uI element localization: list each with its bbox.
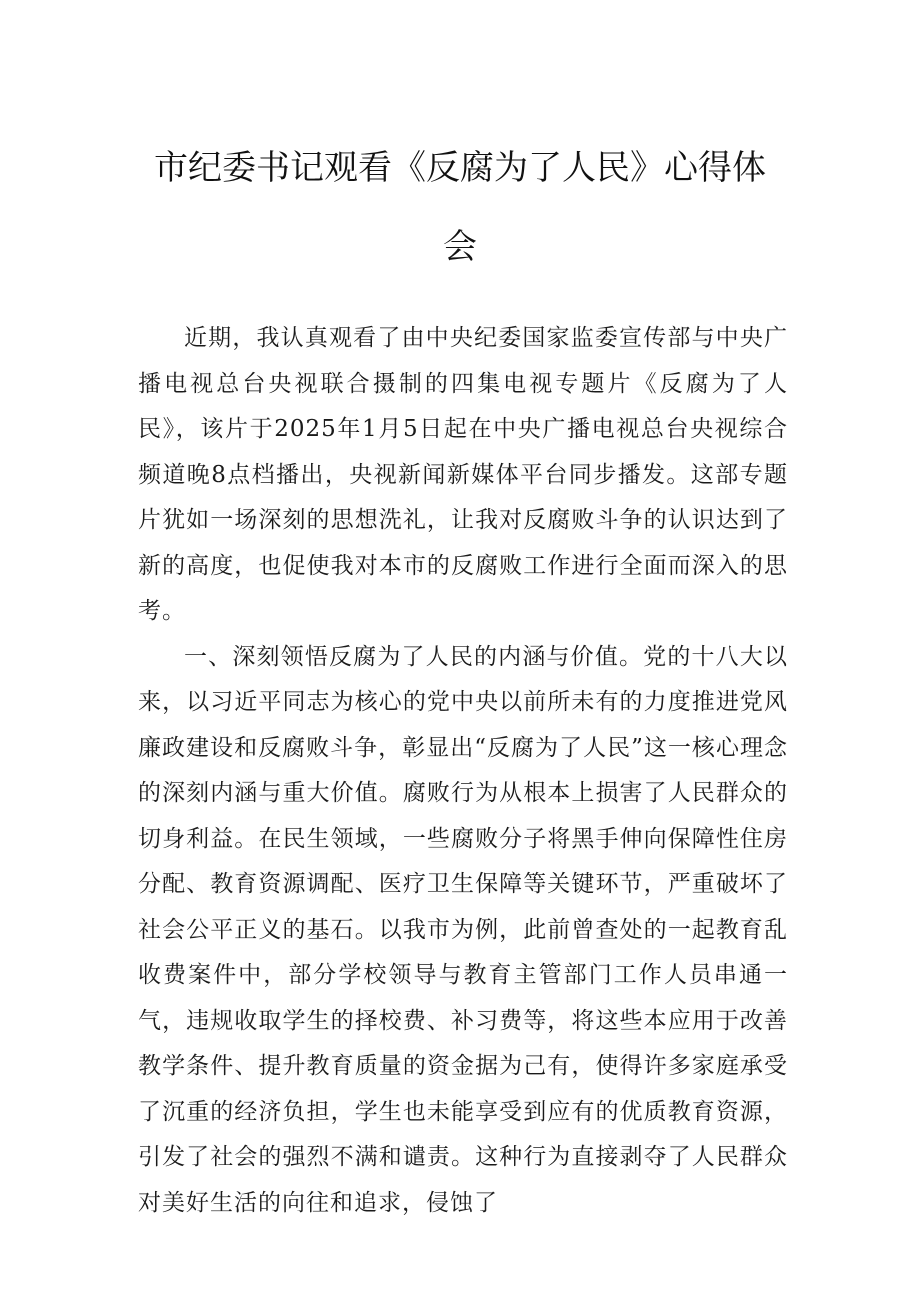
document-body bbox=[138, 316, 788, 1226]
document-title-line-2: 会 bbox=[443, 227, 477, 267]
paragraph-intro: 近期，我认真观看了由中央纪委国家监委宣传部与中央广播电视总台央视联合摄制的四集电视专题片《反腐为了人民》，该片于2025年1月5日起在中央广播电视总台央视综合频道晚8点档播出，央视新闻新媒体平台同步播发。这部专题片犹如一场深刻的思想洗礼，让我对反腐败斗争的认识达到了新的高度，也促使我对本市的反腐败工作进行全面而深入的思考。 bbox=[138, 325, 788, 624]
paragraph-section-one: 一、深刻领悟反腐为了人民的内涵与价值。党的十八大以来，以习近平同志为核心的党中央以前所未有的力度推进党风廉政建设和反腐败斗争，彰显出“反腐为了人民”这一核心理念的深刻内涵与重大价值。腐败行为从根本上损害了人民群众的切身利益。在民生领域，一些腐败分子将黑手伸向保障性住房分配、教育资源调配、医疗卫生保障等关键环节，严重破坏了社会公平正义的基石。以我市为例，此前曾查处的一起教育乱收费案件中，部分学校领导与教育主管部门工作人员串通一气，违规收取学生的择校费、补习费等，将这些本应用于改善教学条件、提升教育质量的资金据为己有，使得许多家庭承受了沉重的经济负担，学生也未能享受到应有的优质教育资源，引发了社会的强烈不满和谴责。这种行为直接剥夺了人民群众对美好生活的向往和追求，侵蚀了 bbox=[138, 643, 788, 1216]
document-title-line-1: 市纪委书记观看《反腐为了人民》心得体 bbox=[154, 148, 766, 188]
